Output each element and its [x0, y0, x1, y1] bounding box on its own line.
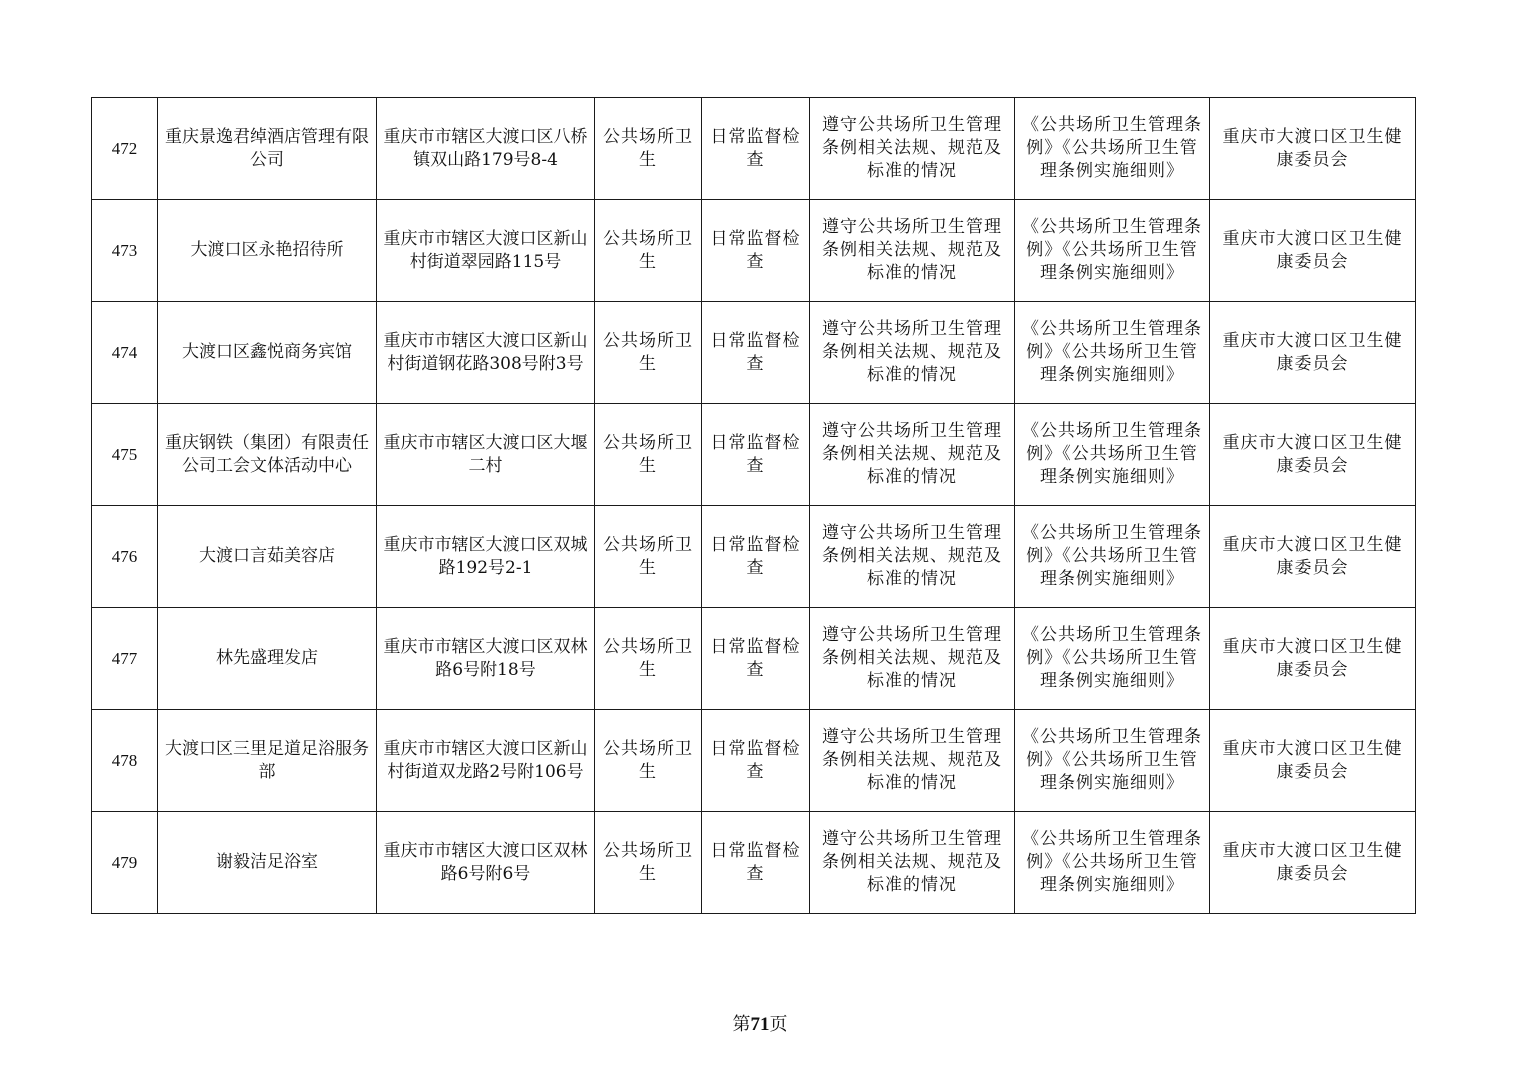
- cell-inspection-method: 日常监督检查: [702, 812, 810, 914]
- cell-inspection-type: 公共场所卫生: [595, 98, 702, 200]
- cell-inspection-type: 公共场所卫生: [595, 200, 702, 302]
- cell-legal-basis: 《公共场所卫生管理条例》《公共场所卫生管理条例实施细则》: [1015, 98, 1210, 200]
- page-suffix: 页: [769, 1014, 788, 1035]
- cell-legal-basis: 《公共场所卫生管理条例》《公共场所卫生管理条例实施细则》: [1015, 608, 1210, 710]
- cell-address: 重庆市市辖区大渡口区大堰二村: [377, 404, 595, 506]
- cell-inspection-type: 公共场所卫生: [595, 812, 702, 914]
- cell-entity-name: 林先盛理发店: [158, 608, 377, 710]
- cell-address: 重庆市市辖区大渡口区新山村街道钢花路308号附3号: [377, 302, 595, 404]
- cell-authority: 重庆市大渡口区卫生健康委员会: [1210, 404, 1416, 506]
- cell-legal-basis: 《公共场所卫生管理条例》《公共场所卫生管理条例实施细则》: [1015, 506, 1210, 608]
- cell-inspection-content: 遵守公共场所卫生管理条例相关法规、规范及标准的情况: [810, 710, 1015, 812]
- cell-inspection-type: 公共场所卫生: [595, 608, 702, 710]
- cell-number: 478: [92, 710, 158, 812]
- page-footer: [0, 1010, 1520, 1036]
- cell-inspection-method: 日常监督检查: [702, 98, 810, 200]
- cell-entity-name: 大渡口言茹美容店: [158, 506, 377, 608]
- cell-legal-basis: 《公共场所卫生管理条例》《公共场所卫生管理条例实施细则》: [1015, 302, 1210, 404]
- cell-authority: 重庆市大渡口区卫生健康委员会: [1210, 302, 1416, 404]
- cell-legal-basis: 《公共场所卫生管理条例》《公共场所卫生管理条例实施细则》: [1015, 200, 1210, 302]
- table-row: [92, 404, 1416, 506]
- cell-inspection-content: 遵守公共场所卫生管理条例相关法规、规范及标准的情况: [810, 98, 1015, 200]
- cell-legal-basis: 《公共场所卫生管理条例》《公共场所卫生管理条例实施细则》: [1015, 404, 1210, 506]
- cell-inspection-type: 公共场所卫生: [595, 710, 702, 812]
- cell-inspection-method: 日常监督检查: [702, 302, 810, 404]
- cell-entity-name: 重庆钢铁（集团）有限责任公司工会文体活动中心: [158, 404, 377, 506]
- cell-entity-name: 大渡口区永艳招待所: [158, 200, 377, 302]
- cell-inspection-method: 日常监督检查: [702, 710, 810, 812]
- cell-address: 重庆市市辖区大渡口区双城路192号2-1: [377, 506, 595, 608]
- cell-entity-name: 大渡口区三里足道足浴服务部: [158, 710, 377, 812]
- cell-inspection-content: 遵守公共场所卫生管理条例相关法规、规范及标准的情况: [810, 302, 1015, 404]
- cell-address: 重庆市市辖区大渡口区新山村街道翠园路115号: [377, 200, 595, 302]
- table-row: [92, 812, 1416, 914]
- cell-inspection-method: 日常监督检查: [702, 200, 810, 302]
- cell-entity-name: 大渡口区鑫悦商务宾馆: [158, 302, 377, 404]
- inspection-records-table: [91, 97, 1416, 914]
- table-row: [92, 608, 1416, 710]
- cell-authority: 重庆市大渡口区卫生健康委员会: [1210, 812, 1416, 914]
- cell-authority: 重庆市大渡口区卫生健康委员会: [1210, 710, 1416, 812]
- cell-entity-name: 重庆景逸君绰酒店管理有限公司: [158, 98, 377, 200]
- page-number: 71: [750, 1014, 770, 1035]
- cell-number: 472: [92, 98, 158, 200]
- table-row: [92, 506, 1416, 608]
- cell-inspection-content: 遵守公共场所卫生管理条例相关法规、规范及标准的情况: [810, 812, 1015, 914]
- cell-authority: 重庆市大渡口区卫生健康委员会: [1210, 200, 1416, 302]
- cell-number: 476: [92, 506, 158, 608]
- cell-authority: 重庆市大渡口区卫生健康委员会: [1210, 98, 1416, 200]
- cell-number: 474: [92, 302, 158, 404]
- cell-legal-basis: 《公共场所卫生管理条例》《公共场所卫生管理条例实施细则》: [1015, 710, 1210, 812]
- cell-inspection-content: 遵守公共场所卫生管理条例相关法规、规范及标准的情况: [810, 200, 1015, 302]
- cell-inspection-type: 公共场所卫生: [595, 302, 702, 404]
- cell-address: 重庆市市辖区大渡口区双林路6号附6号: [377, 812, 595, 914]
- table-body: [92, 98, 1416, 914]
- cell-address: 重庆市市辖区大渡口区新山村街道双龙路2号附106号: [377, 710, 595, 812]
- cell-inspection-type: 公共场所卫生: [595, 506, 702, 608]
- cell-inspection-content: 遵守公共场所卫生管理条例相关法规、规范及标准的情况: [810, 608, 1015, 710]
- cell-number: 475: [92, 404, 158, 506]
- table-row: [92, 200, 1416, 302]
- table-row: [92, 98, 1416, 200]
- cell-legal-basis: 《公共场所卫生管理条例》《公共场所卫生管理条例实施细则》: [1015, 812, 1210, 914]
- cell-entity-name: 谢毅洁足浴室: [158, 812, 377, 914]
- cell-inspection-method: 日常监督检查: [702, 506, 810, 608]
- cell-number: 479: [92, 812, 158, 914]
- cell-inspection-content: 遵守公共场所卫生管理条例相关法规、规范及标准的情况: [810, 506, 1015, 608]
- cell-authority: 重庆市大渡口区卫生健康委员会: [1210, 506, 1416, 608]
- cell-number: 473: [92, 200, 158, 302]
- cell-inspection-content: 遵守公共场所卫生管理条例相关法规、规范及标准的情况: [810, 404, 1015, 506]
- page-prefix: 第: [732, 1014, 751, 1035]
- cell-address: 重庆市市辖区大渡口区双林路6号附18号: [377, 608, 595, 710]
- cell-number: 477: [92, 608, 158, 710]
- table-row: [92, 302, 1416, 404]
- cell-authority: 重庆市大渡口区卫生健康委员会: [1210, 608, 1416, 710]
- cell-inspection-method: 日常监督检查: [702, 608, 810, 710]
- cell-inspection-type: 公共场所卫生: [595, 404, 702, 506]
- cell-inspection-method: 日常监督检查: [702, 404, 810, 506]
- table-row: [92, 710, 1416, 812]
- cell-address: 重庆市市辖区大渡口区八桥镇双山路179号8-4: [377, 98, 595, 200]
